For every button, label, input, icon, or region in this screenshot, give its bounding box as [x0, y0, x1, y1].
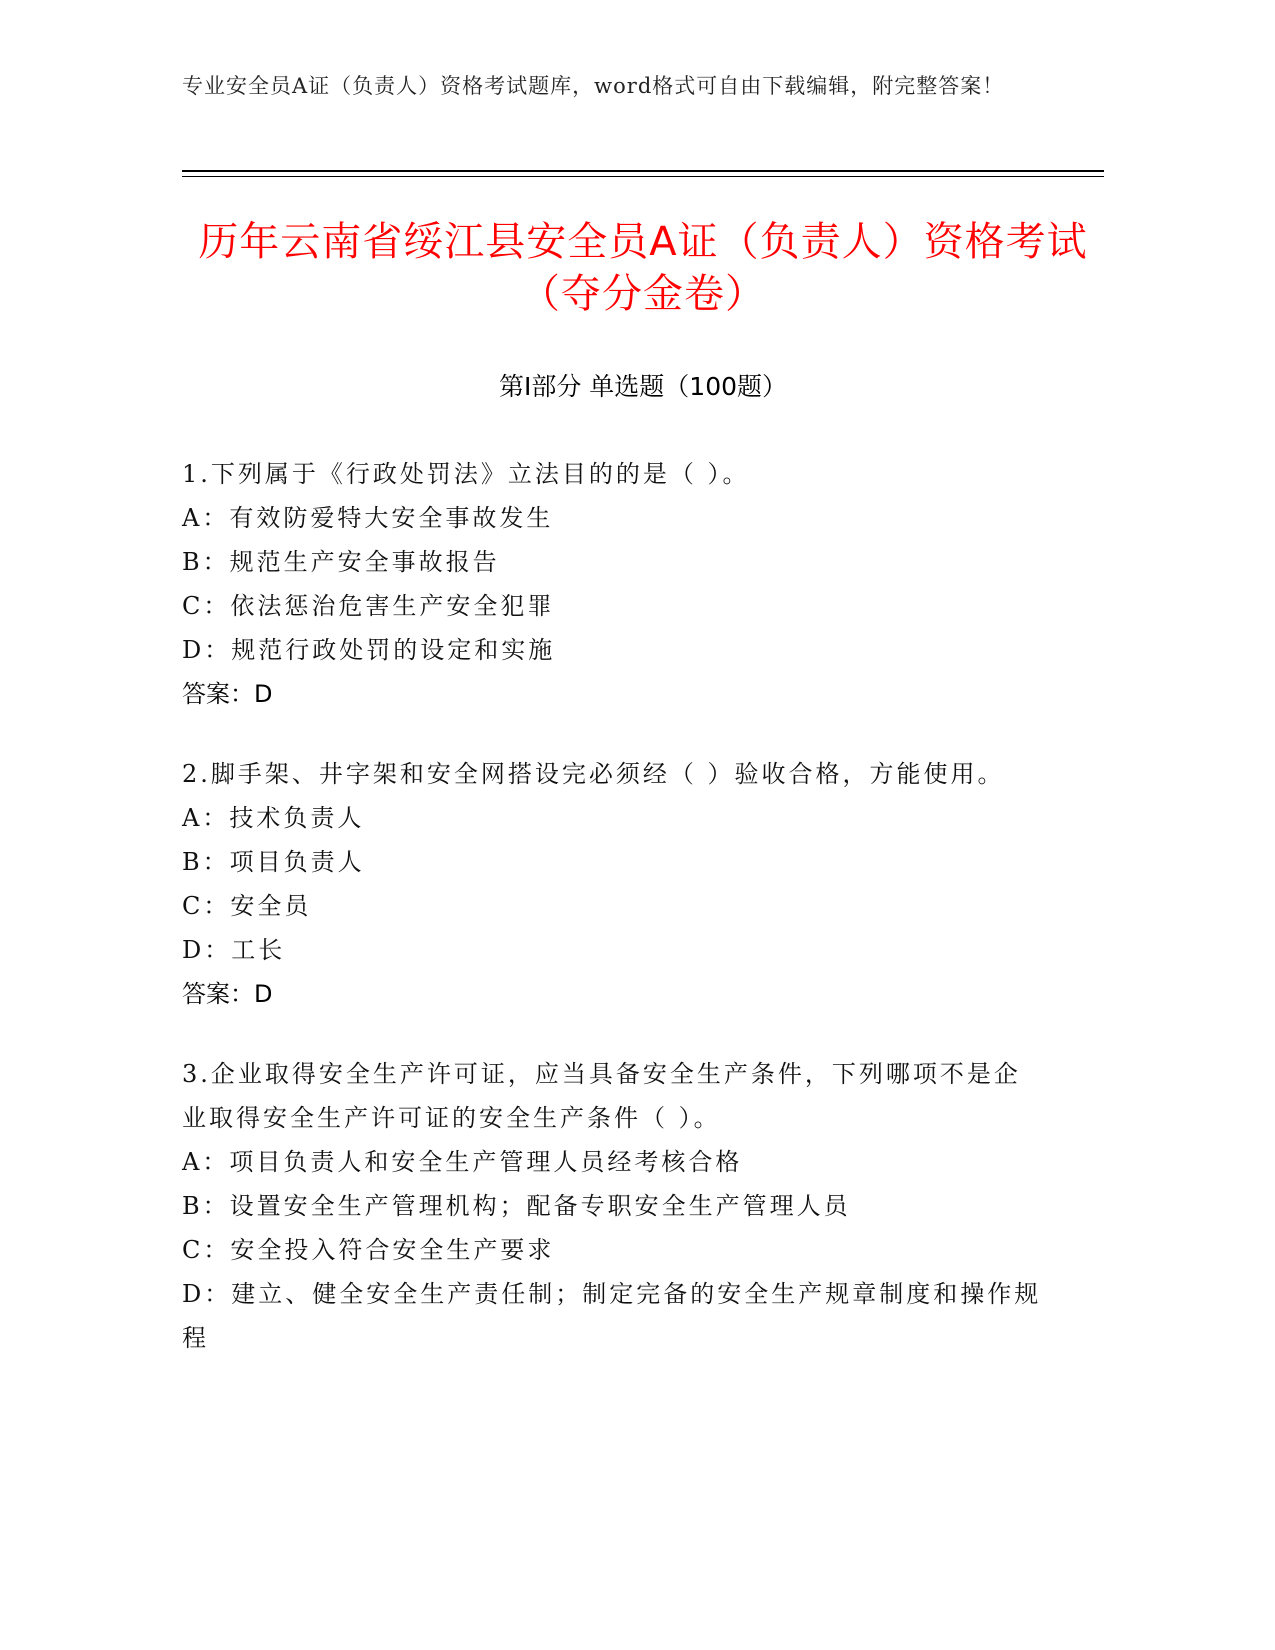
option-c: C：安全投入符合安全生产要求 — [182, 1236, 555, 1264]
section-title: 第Ⅰ部分 单选题（100题） — [498, 372, 788, 401]
document-title: 历年云南省绥江县安全员A证（负责人）资格考试（夺分金卷） — [198, 219, 1088, 317]
answer-line: 答案：D — [182, 980, 273, 1008]
option-a: A：技术负责人 — [182, 804, 365, 832]
option-b: B：设置安全生产管理机构；配备专职安全生产管理人员 — [182, 1192, 851, 1220]
option-c: C：安全员 — [182, 892, 312, 920]
question-list — [182, 452, 1042, 1396]
header-rule-thick — [182, 170, 1104, 172]
option-c: C：依法惩治危害生产安全犯罪 — [182, 592, 555, 620]
option-d: D：建立、健全安全生产责任制；制定完备的安全生产规章制度和操作规程 — [182, 1280, 1042, 1352]
option-b: B：规范生产安全事故报告 — [182, 548, 500, 576]
header-note: 专业安全员A证（负责人）资格考试题库，word格式可自由下载编辑，附完整答案！ — [182, 74, 1005, 98]
option-b: B：项目负责人 — [182, 848, 365, 876]
question-2 — [182, 752, 1042, 1016]
header-rule-thin — [182, 176, 1104, 177]
option-d: D：工长 — [182, 936, 286, 964]
option-a: A：项目负责人和安全生产管理人员经考核合格 — [182, 1148, 743, 1176]
question-stem: 1.下列属于《行政处罚法》立法目的的是（ ）。 — [182, 460, 750, 488]
option-d: D：规范行政处罚的设定和实施 — [182, 636, 556, 664]
question-stem: 2.脚手架、井字架和安全网搭设完必须经（ ）验收合格，方能使用。 — [182, 760, 1005, 788]
answer-line: 答案：D — [182, 680, 273, 708]
question-3 — [182, 1052, 1042, 1360]
option-a: A：有效防爱特大安全事故发生 — [182, 504, 554, 532]
question-1 — [182, 452, 1042, 716]
question-stem: 3.企业取得安全生产许可证，应当具备安全生产条件，下列哪项不是企业取得安全生产许可证的安全生产条件（ ）。 — [182, 1060, 1021, 1132]
